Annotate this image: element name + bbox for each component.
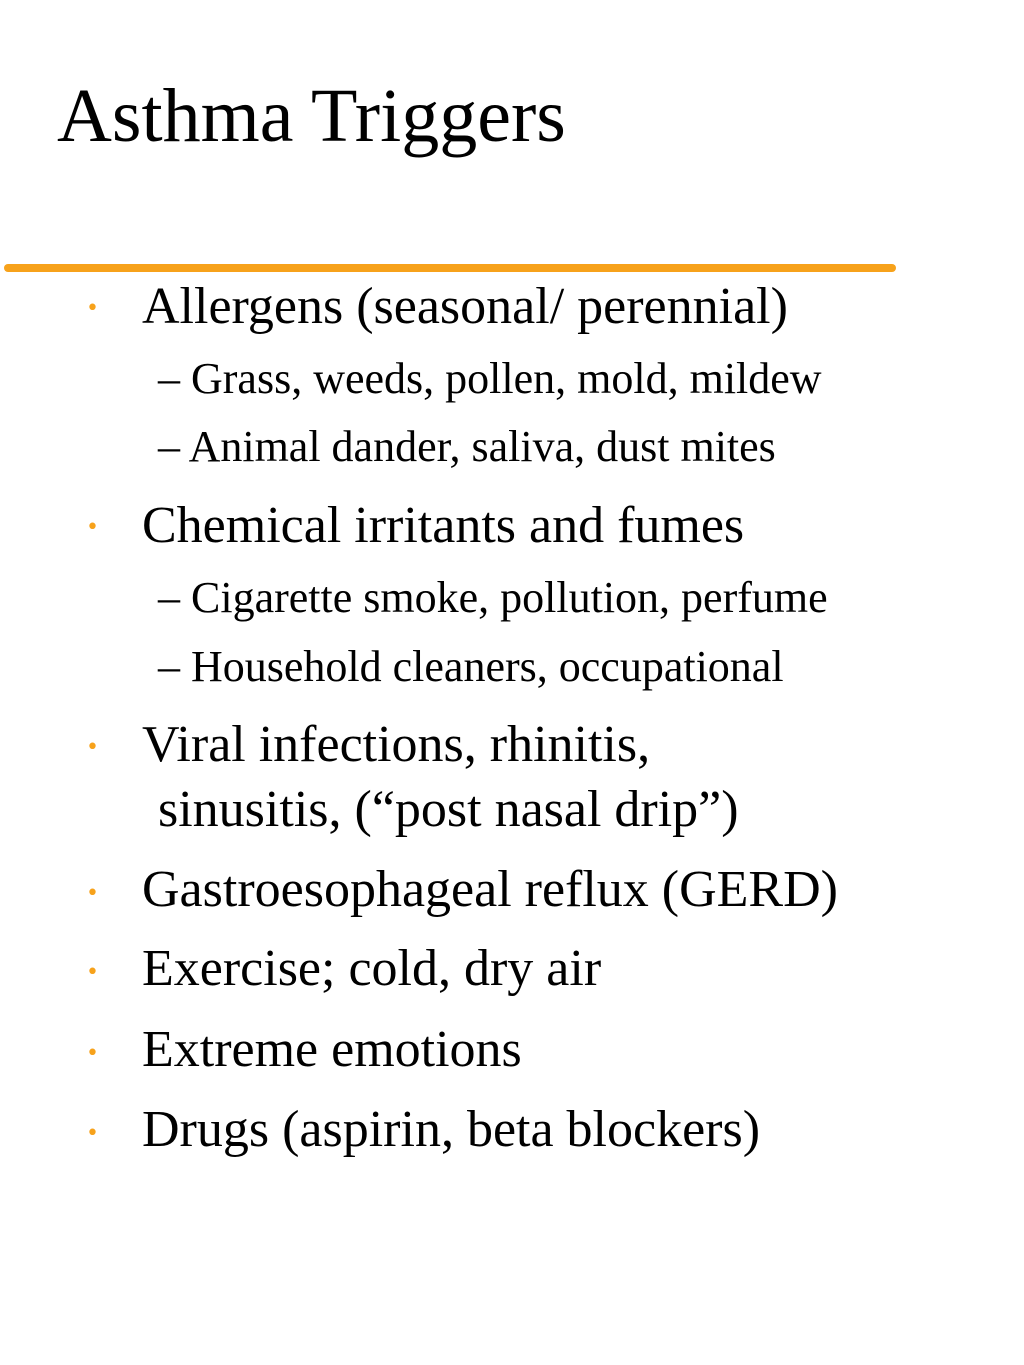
sub-item-cigarette: – Cigarette smoke, pollution, perfume: [158, 573, 828, 622]
bullet-marker: •: [86, 960, 99, 985]
sub-item-household: – Household cleaners, occupational: [158, 642, 784, 691]
sub-item-grass: – Grass, weeds, pollen, mold, mildew: [158, 354, 822, 403]
sub-item-animal: – Animal dander, saliva, dust mites: [158, 422, 776, 471]
bullet-item-exercise: Exercise; cold, dry air: [142, 940, 602, 997]
bullet-marker: •: [86, 296, 99, 321]
bullet-item-gerd: Gastroesophageal reflux (GERD): [142, 861, 838, 918]
bullet-item-allergens: Allergens (seasonal/ perennial): [142, 278, 788, 335]
bullet-marker: •: [86, 515, 99, 540]
bullet-marker: •: [86, 881, 99, 906]
bullet-item-viral-continued: sinusitis, (“post nasal drip”): [158, 781, 739, 838]
slide-title: Asthma Triggers: [57, 74, 566, 158]
title-underline: [4, 264, 896, 272]
bullet-item-emotions: Extreme emotions: [142, 1021, 522, 1078]
bullet-item-viral: Viral infections, rhinitis,: [142, 716, 651, 773]
bullet-marker: •: [86, 735, 99, 760]
bullet-marker: •: [86, 1121, 99, 1146]
bullet-marker: •: [86, 1041, 99, 1066]
bullet-item-drugs: Drugs (aspirin, beta blockers): [142, 1101, 761, 1158]
bullet-item-chemical: Chemical irritants and fumes: [142, 497, 745, 554]
